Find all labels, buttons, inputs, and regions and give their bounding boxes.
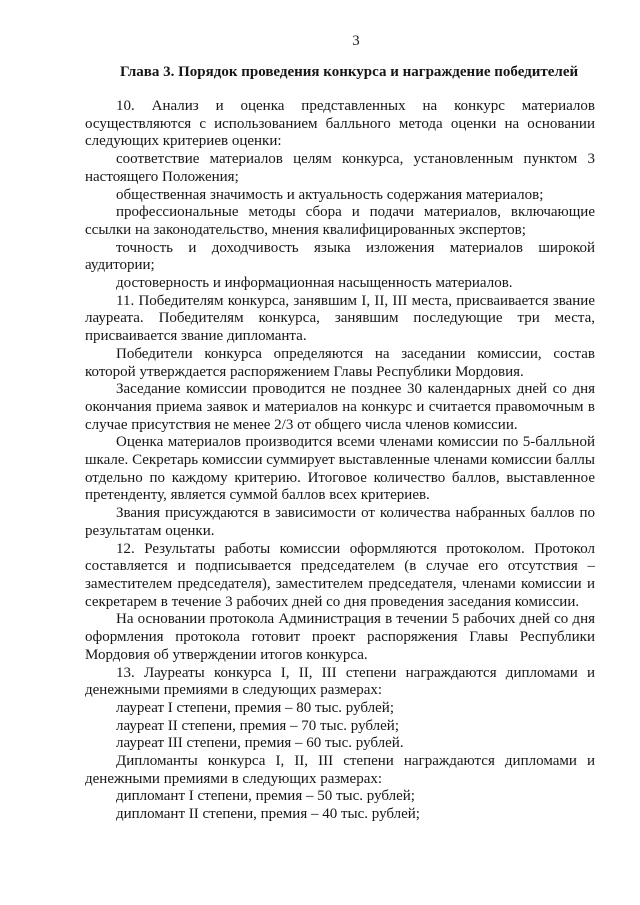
- paragraph-diplomants: Дипломанты конкурса I, II, III степени награждаются дипломами и денежными премиями в следующих размерах:: [85, 753, 595, 787]
- criterion-reliability: достоверность и информационная насыщенность материалов.: [116, 275, 513, 292]
- document-body: [85, 98, 595, 824]
- paragraph-12: 12. Результаты работы комиссии оформляются протоколом. Протокол составляется и подписывается председателем (в случае его отсутствия – заместителем председателя), заместителем председателя, членами комиссии и секретарем в течение 3 рабочих дней со дня проведения заседания комиссии.: [85, 540, 595, 610]
- paragraph-evaluation-scale: Оценка материалов производится всеми членами комиссии по 5-балльной шкале. Секретарь комиссии суммирует выставленные членами комиссии баллы отдельно по каждому критерию. Итоговое количество баллов, выставленное претенденту, является суммой баллов всех критериев.: [85, 434, 595, 504]
- paragraph-10: 10. Анализ и оценка представленных на конкурс материалов осуществляются с использованием балльного метода оценки на основании следующих критериев оценки:: [85, 98, 595, 150]
- criterion-significance: общественная значимость и актуальность содержания материалов;: [116, 186, 544, 203]
- paragraph-winners-determined: Победители конкурса определяются на заседании комиссии, состав которой утверждается распоряжением Главы Республики Мордовия.: [85, 345, 595, 380]
- paragraph-11: 11. Победителям конкурса, занявшим I, II, III места, присваивается звание лауреата. Победителям конкурса, занявшим последующие три места, присваивается звание дипломанта.: [85, 292, 595, 345]
- laureate-2-prize: лауреат II степени, премия – 70 тыс. рублей;: [116, 717, 399, 734]
- paragraph-titles-awarded: Звания присуждаются в зависимости от количества набранных баллов по результатам оценки.: [85, 505, 595, 539]
- criterion-professional-methods: профессиональные методы сбора и подачи материалов, включающие ссылки на законодательство, мнения квалифицированных экспертов;: [85, 204, 595, 238]
- laureate-3-prize: лауреат III степени, премия – 60 тыс. рублей.: [116, 735, 404, 752]
- paragraph-commission-meeting: Заседание комиссии проводится не позднее 30 календарных дней со дня окончания приема заявок и материалов на конкурс и считается правомочным в случае присутствия не менее 2/3 от общего числа членов комиссии.: [85, 381, 595, 433]
- chapter-heading: Глава 3. Порядок проведения конкурса и награждение победителей: [120, 64, 579, 80]
- laureate-1-prize: лауреат I степени, премия – 80 тыс. рублей;: [116, 699, 394, 716]
- diplomant-1-prize: дипломант I степени, премия – 50 тыс. рублей;: [116, 788, 415, 805]
- page-number: 3: [352, 33, 360, 49]
- criterion-language-clarity: точность и доходчивость языка изложения материалов широкой аудитории;: [85, 239, 595, 274]
- paragraph-protocol-basis: На основании протокола Администрация в течении 5 рабочих дней со дня оформления протокола готовит проект распоряжения Главы Республики Мордовия об утверждении итогов конкурса.: [85, 611, 595, 663]
- diplomant-2-prize: дипломант II степени, премия – 40 тыс. рублей;: [116, 806, 420, 823]
- paragraph-13: 13. Лауреаты конкурса I, II, III степени награждаются дипломами и денежными премиями в следующих размерах:: [85, 664, 595, 699]
- criterion-goal-compliance: соответствие материалов целям конкурса, установленным пунктом 3 настоящего Положения;: [85, 151, 595, 185]
